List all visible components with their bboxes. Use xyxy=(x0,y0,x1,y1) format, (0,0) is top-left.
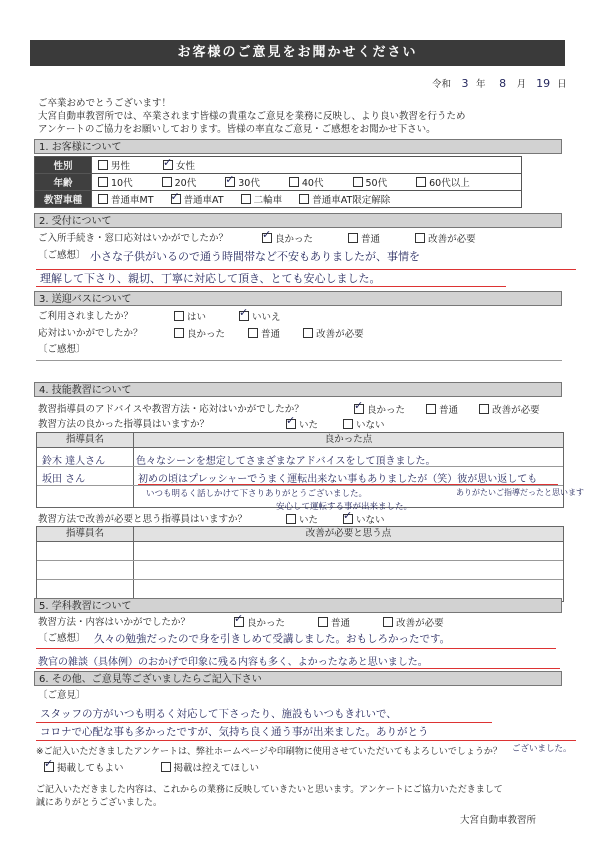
vehicle-bike-checkbox[interactable] xyxy=(241,194,251,204)
good-table-header-point: 良かった点 xyxy=(134,433,563,448)
closing-line-1: ご記入いただきました内容は、これからの業務に反映していきたいと思います。アンケートにご協力いただきまして xyxy=(36,785,503,795)
driving-normal-checkbox[interactable] xyxy=(426,404,436,414)
underline xyxy=(36,740,576,741)
driving-q1-options: ✓ 良かった 普通 改善が必要 xyxy=(354,404,540,417)
survey-title: お客様のご意見をお聞かせください xyxy=(30,40,565,66)
bus-service-question: 応対はいかがでしたか？ xyxy=(38,328,143,339)
gender-options: 男性 ✓ 女性 xyxy=(92,157,522,174)
reception-comment-label: 〔ご感想〕 xyxy=(38,250,86,261)
improve-table-vline xyxy=(133,541,134,601)
age-50s-checkbox[interactable] xyxy=(353,177,363,187)
gender-female-checkbox[interactable] xyxy=(163,160,173,170)
instructor-bad-no-checkbox[interactable] xyxy=(343,514,353,524)
good-instructor-extra-2: ありがたいご指導だったと思います xyxy=(456,488,584,497)
driving-good-checkbox[interactable] xyxy=(354,404,364,414)
bus-improve-checkbox[interactable] xyxy=(303,328,313,338)
good-table-vline xyxy=(133,447,134,507)
opinion-line-2: コロナで心配な事も多かったですが、気持ち良く通う事が出来ました。ありがとう xyxy=(40,726,429,738)
publish-no-checkbox[interactable] xyxy=(161,762,171,772)
section-6-header: 6. その他、ご意見等ございましたらご記入下さい xyxy=(34,671,562,686)
good-instructor-extra-1: いつも明るく話しかけて下さりありがとうございました。 xyxy=(146,489,368,499)
good-instructor-point-1: 色々なシーンを想定してさまざまなアドバイスをして頂きました。 xyxy=(136,456,436,467)
reception-question: ご入所手続き・窓口応対はいかがでしたか？ xyxy=(38,233,229,244)
reception-good-checkbox[interactable] xyxy=(262,233,272,243)
improve-instructor-table xyxy=(36,526,564,602)
underline xyxy=(138,484,558,485)
vehicle-at-checkbox[interactable] xyxy=(171,194,181,204)
opinion-label: 〔ご意見〕 xyxy=(38,690,86,701)
intro-line-3: アンケートのご協力をお願いしております。皆様の率直なご意見・ご感想をお聞かせ下さい。 xyxy=(38,124,436,135)
bus-service-options: 良かった 普通 改善が必要 xyxy=(174,328,364,341)
vehicle-mt-checkbox[interactable] xyxy=(98,194,108,204)
lecture-comment-line-1: 久々の勉強だったので身を引きしめて受講しました。おもしろかったです。 xyxy=(94,633,451,645)
section-1-header: 1. お客様について xyxy=(34,139,562,154)
lecture-comment-line-2: 教官の雑談（具体例）のおかげで印象に残る内容も多く、よかったなあと思いました。 xyxy=(38,657,428,668)
improve-table-header-point: 改善が必要と思う点 xyxy=(134,527,563,542)
bus-usage-options: はい ✓ いいえ xyxy=(174,311,281,324)
lecture-normal-checkbox[interactable] xyxy=(318,617,328,627)
driving-improve-checkbox[interactable] xyxy=(479,404,489,414)
lecture-question: 教習方法・内容はいかがでしたか？ xyxy=(38,617,191,628)
section-4-header: 4. 技能教習について xyxy=(34,382,562,397)
lecture-options: ✓ 良かった 普通 改善が必要 xyxy=(234,617,444,630)
good-table-header-name: 指導員名 xyxy=(37,433,134,448)
reception-options: ✓ 良かった 普通 改善が必要 xyxy=(262,233,476,246)
driving-q3-options: いた ✓ いない xyxy=(286,514,385,527)
reception-comment-line-1: 小さな子供がいるので通う時間帯など不安もありましたが、事情を xyxy=(90,250,420,263)
intro-line-2: 大宮自動車教習所では、卒業されます皆様の貴重なご意見を業務に反映し、より良い教習を行うため xyxy=(38,111,466,122)
driving-q2-options: ✓ いた いない xyxy=(286,419,385,432)
reception-comment-line-2: 理解して下さり、親切、丁寧に対応して頂き、とても安心しました。 xyxy=(40,272,381,285)
school-signature: 大宮自動車教習所 xyxy=(460,815,537,826)
handwritten-overlap: 安心して運転する事が出来ました。 xyxy=(276,502,413,512)
good-instructor-name-1: 鈴木 達人さん xyxy=(42,456,106,467)
date-line: 令和 3 年 8 月 19 日 xyxy=(432,77,567,90)
underline xyxy=(36,668,560,669)
instructor-good-no-checkbox[interactable] xyxy=(343,419,353,429)
age-label: 年齢 xyxy=(35,174,92,191)
opinion-line-3: ございました。 xyxy=(512,744,572,754)
reception-normal-checkbox[interactable] xyxy=(348,233,358,243)
age-30s-checkbox[interactable] xyxy=(225,177,235,187)
underline xyxy=(36,648,556,649)
vehicle-at-limit-checkbox[interactable] xyxy=(299,194,309,204)
vehicle-label: 教習車種 xyxy=(35,191,92,208)
improve-table-header-name: 指導員名 xyxy=(37,527,134,542)
age-10s-checkbox[interactable] xyxy=(98,177,108,187)
age-40s-checkbox[interactable] xyxy=(289,177,299,187)
publish-options: ✓掲載してもよい 掲載は控えてほしい xyxy=(44,762,259,775)
lecture-comment-label: 〔ご感想〕 xyxy=(38,633,86,644)
bus-normal-checkbox[interactable] xyxy=(248,328,258,338)
vehicle-options: 普通車MT ✓ 普通車AT 二輪車 普通車AT限定解除 xyxy=(92,191,522,208)
instructor-good-yes-checkbox[interactable] xyxy=(286,419,296,429)
publish-yes-checkbox[interactable] xyxy=(44,762,54,772)
age-20s-checkbox[interactable] xyxy=(162,177,172,187)
divider xyxy=(36,360,562,361)
underline xyxy=(36,286,506,287)
good-instructor-point-2: 初めの頃はプレッシャーでうまく運転出来ない事もありましたが（笑）彼が思い返しても xyxy=(138,474,538,485)
closing-line-2: 誠にありがとうございました。 xyxy=(36,798,163,808)
customer-profile-table xyxy=(34,156,522,208)
section-5-header: 5. 学科教習について xyxy=(34,598,562,613)
instructor-bad-yes-checkbox[interactable] xyxy=(286,514,296,524)
underline xyxy=(36,722,492,723)
age-60s-checkbox[interactable] xyxy=(416,177,426,187)
improve-table-row-line xyxy=(37,560,563,561)
bus-usage-question: ご利用されましたか？ xyxy=(38,311,134,322)
gender-male-checkbox[interactable] xyxy=(98,160,108,170)
bus-yes-checkbox[interactable] xyxy=(174,311,184,321)
publish-question: ※ご記入いただきましたアンケートは、弊社ホームページや印刷物に使用させていただいてもよろしいでしょうか？ xyxy=(36,747,502,757)
section-3-header: 3. 送迎バスについて xyxy=(34,291,562,306)
improve-table-row-line xyxy=(37,579,563,580)
lecture-improve-checkbox[interactable] xyxy=(383,617,393,627)
lecture-good-checkbox[interactable] xyxy=(234,617,244,627)
reception-improve-checkbox[interactable] xyxy=(415,233,425,243)
driving-q3: 教習方法で改善が必要と思う指導員はいますか？ xyxy=(38,514,248,525)
good-instructor-name-2: 坂田 さん xyxy=(42,474,86,485)
section-2-header: 2. 受付について xyxy=(34,213,562,228)
good-table-row-line xyxy=(37,485,563,486)
age-options: 10代 20代 ✓ 30代 40代 50代 60代以上 xyxy=(92,174,522,191)
gender-label: 性別 xyxy=(35,157,92,174)
opinion-line-1: スタッフの方がいつも明るく対応して下さったり、施設もいつもきれいで、 xyxy=(40,708,397,720)
driving-q1: 教習指導員のアドバイスや教習方法・応対はいかがでしたか？ xyxy=(38,404,304,415)
bus-good-checkbox[interactable] xyxy=(174,328,184,338)
intro-line-1: ご卒業おめでとうございます！ xyxy=(38,98,172,109)
driving-q2: 教習方法の良かった指導員はいますか？ xyxy=(38,419,210,430)
bus-no-checkbox[interactable] xyxy=(239,311,249,321)
bus-comment-label: 〔ご感想〕 xyxy=(38,344,86,355)
